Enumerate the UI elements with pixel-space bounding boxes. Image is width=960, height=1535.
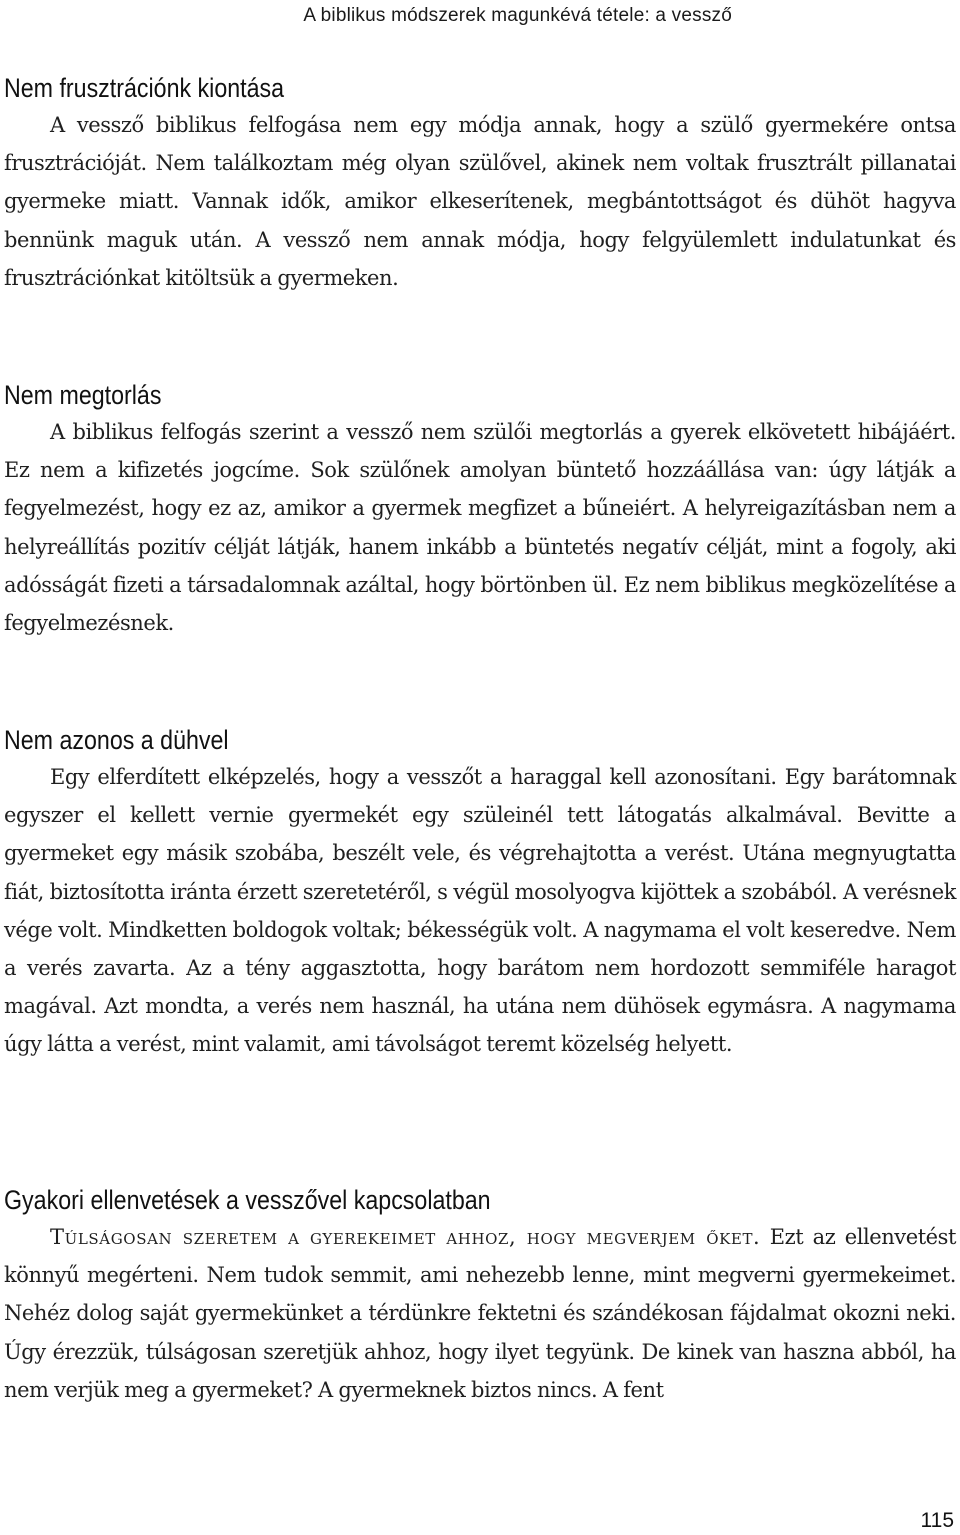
- section-heading: Nem frusztrációnk kiontása: [4, 73, 285, 103]
- section-retaliation: [4, 377, 956, 642]
- page-number: 115: [920, 1509, 954, 1532]
- objection-lead-in: Túlságosan szeretem a gyerekeimet ahhoz, hogy megverjem őket.: [50, 1225, 761, 1249]
- section-anger: [4, 722, 956, 1064]
- section-heading: Nem megtorlás: [4, 380, 162, 410]
- section-paragraph: [4, 1218, 956, 1409]
- section-paragraph: Egy elferdített elképzelés, hogy a vesszőt a haraggal kell azonosítani. Egy barátomnak egyszer el kellett vernie gyermekét egy szüleinél tett látogatás alkalmával. Bevitte a gyermeket egy másik szobába, beszélt vele, és végrehajtotta a verést. Utána megnyugtatta fiát, biztosította iránta érzett szeretetéről, s végül mosolyogva kijöttek a szobából. A verésnek vége volt. Mindketten boldogok voltak; békességük volt. A nagymama el volt keseredve. Nem a verés zavarta. Az a tény aggasztotta, hogy barátom nem hordozott semmiféle haragot magával. Azt mondta, a verés nem használ, ha utána nem dühösek egymásra. A nagymama úgy látta a verést, mint valamit, ami távolságot teremt közelség helyett.: [4, 765, 956, 1057]
- section-paragraph: A vessző biblikus felfogása nem egy módja annak, hogy a szülő gyermekére ontsa frusztrációját. Nem találkoztam még olyan szülővel, akinek nem voltak frusztrált pillanatai gyermeke miatt. Vannak idők, amikor elkeserítenek, megbántottságot és dühöt hagyva bennünk maguk után. A vessző nem annak módja, hogy felgyülemlett indulatunkat és frusztrációnkat kitöltsük a gyermeken.: [4, 113, 956, 290]
- running-header: A biblikus módszerek magunkévá tétele: a vessző: [303, 5, 732, 26]
- section-objections: [4, 1182, 956, 1409]
- section-heading: Nem azonos a dühvel: [4, 725, 229, 755]
- objection-text: Ezt az ellenvetést könnyű megérteni. Nem tudok semmit, ami nehezebb lenne, mint megverni gyermekeimet. Nehéz dolog saját gyermekünket a térdünkre fektetni és szándékosan fájdalmat okozni neki. Úgy érezzük, túlságosan szeretjük ahhoz, hogy ilyet tegyünk. De kinek van haszna abból, ha nem verjük meg a gyermeket? A gyermeknek biztos nincs. A fent: [4, 1225, 956, 1402]
- section-frustration: [4, 70, 956, 297]
- section-paragraph: A biblikus felfogás szerint a vessző nem szülői megtorlás a gyerek elkövetett hibájáért. Ez nem a kifizetés jogcíme. Sok szülőnek amolyan büntető hozzáállása van: úgy látják a fegyelmezést, hogy ez az, amikor a gyermek megfizet a bűneiért. A helyreigazításban nem a helyreállítás pozitív célját látják, hanem inkább a büntetés negatív célját, mint a fogoly, aki adósságát fizeti a társadalomnak azáltal, hogy börtönben ül. Ez nem biblikus megközelítése a fegyelmezésnek.: [4, 420, 956, 636]
- section-heading: Gyakori ellenvetések a vesszővel kapcsolatban: [4, 1185, 491, 1215]
